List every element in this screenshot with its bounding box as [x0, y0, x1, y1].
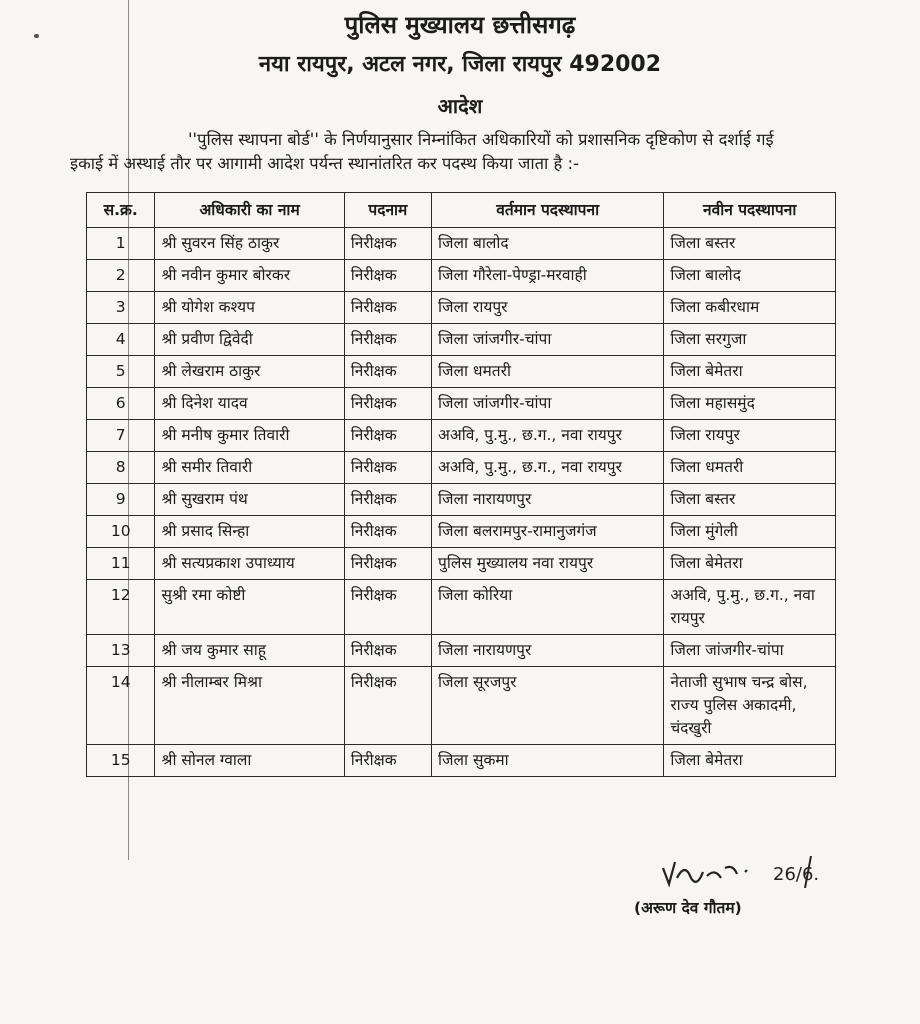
serial-cell: 9	[87, 484, 155, 516]
name-cell: श्री प्रसाद सिन्हा	[155, 516, 344, 548]
serial-cell: 1	[87, 228, 155, 260]
serial-cell: 13	[87, 635, 155, 667]
new-posting-cell: जिला जांजगीर-चांपा	[664, 635, 836, 667]
header-current-posting: वर्तमान पदस्थापना	[432, 193, 664, 228]
table-header-row	[87, 193, 836, 228]
name-cell: श्री नवीन कुमार बोरकर	[155, 260, 344, 292]
current-posting-cell: जिला नारायणपुर	[432, 484, 664, 516]
designation-cell: निरीक्षक	[344, 580, 431, 635]
serial-cell: 2	[87, 260, 155, 292]
designation-cell: निरीक्षक	[344, 292, 431, 324]
new-posting-cell: जिला धमतरी	[664, 452, 836, 484]
new-posting-cell: जिला बेमेतरा	[664, 745, 836, 777]
designation-cell: निरीक्षक	[344, 635, 431, 667]
name-cell: श्री सुवरन सिंह ठाकुर	[155, 228, 344, 260]
current-posting-cell: जिला रायपुर	[432, 292, 664, 324]
current-posting-cell: पुलिस मुख्यालय नवा रायपुर	[432, 548, 664, 580]
designation-cell: निरीक्षक	[344, 516, 431, 548]
designation-cell: निरीक्षक	[344, 388, 431, 420]
new-posting-cell: जिला बस्तर	[664, 228, 836, 260]
serial-cell: 4	[87, 324, 155, 356]
new-posting-cell: जिला कबीरधाम	[664, 292, 836, 324]
serial-cell: 6	[87, 388, 155, 420]
name-cell: श्री लेखराम ठाकुर	[155, 356, 344, 388]
current-posting-cell: जिला जांजगीर-चांपा	[432, 388, 664, 420]
designation-cell: निरीक्षक	[344, 420, 431, 452]
designation-cell: निरीक्षक	[344, 745, 431, 777]
serial-cell: 3	[87, 292, 155, 324]
name-cell: श्री मनीष कुमार तिवारी	[155, 420, 344, 452]
designation-cell: निरीक्षक	[344, 260, 431, 292]
table-row	[87, 356, 836, 388]
name-cell: श्री सुखराम पंथ	[155, 484, 344, 516]
new-posting-cell: जिला सरगुजा	[664, 324, 836, 356]
current-posting-cell: जिला नारायणपुर	[432, 635, 664, 667]
serial-cell: 12	[87, 580, 155, 635]
name-cell: श्री दिनेश यादव	[155, 388, 344, 420]
name-cell: श्री समीर तिवारी	[155, 452, 344, 484]
signature-date: 26/6.	[773, 864, 820, 885]
designation-cell: निरीक्षक	[344, 667, 431, 745]
new-posting-cell: जिला रायपुर	[664, 420, 836, 452]
name-cell: श्री सत्यप्रकाश उपाध्याय	[155, 548, 344, 580]
name-cell: श्री योगेश कश्यप	[155, 292, 344, 324]
current-posting-cell: जिला सूरजपुर	[432, 667, 664, 745]
table-row	[87, 388, 836, 420]
serial-cell: 8	[87, 452, 155, 484]
designation-cell: निरीक्षक	[344, 452, 431, 484]
current-posting-cell: जिला धमतरी	[432, 356, 664, 388]
table-row	[87, 292, 836, 324]
designation-cell: निरीक्षक	[344, 228, 431, 260]
new-posting-cell: जिला महासमुंद	[664, 388, 836, 420]
new-posting-cell: जिला मुंगेली	[664, 516, 836, 548]
table-row	[87, 635, 836, 667]
header-designation: पदनाम	[344, 193, 431, 228]
table-row	[87, 667, 836, 745]
table-row	[87, 745, 836, 777]
serial-cell: 14	[87, 667, 155, 745]
new-posting-cell: जिला बेमेतरा	[664, 356, 836, 388]
new-posting-cell: जिला बेमेतरा	[664, 548, 836, 580]
new-posting-cell: जिला बालोद	[664, 260, 836, 292]
name-cell: श्री सोनल ग्वाला	[155, 745, 344, 777]
current-posting-cell: जिला जांजगीर-चांपा	[432, 324, 664, 356]
serial-cell: 11	[87, 548, 155, 580]
serial-cell: 5	[87, 356, 155, 388]
designation-cell: निरीक्षक	[344, 484, 431, 516]
table-row	[87, 260, 836, 292]
office-title: पुलिस मुख्यालय छत्तीसगढ़	[344, 11, 576, 39]
signer-name: (अरूण देव गौतम)	[634, 899, 742, 917]
new-posting-cell: अअवि, पु.मु., छ.ग., नवा रायपुर	[664, 580, 836, 635]
table-row	[87, 516, 836, 548]
table-row	[87, 484, 836, 516]
name-cell: श्री जय कुमार साहू	[155, 635, 344, 667]
transfer-table	[86, 192, 836, 777]
serial-cell: 15	[87, 745, 155, 777]
current-posting-cell: जिला बालोद	[432, 228, 664, 260]
order-title: आदेश	[437, 94, 483, 118]
intro-line-1: ''पुलिस स्थापना बोर्ड'' के निर्णयानुसार निम्नांकित अधिकारियों को प्रशासनिक दृष्टिकोण से दर्शाई गई	[188, 130, 774, 149]
new-posting-cell: जिला बस्तर	[664, 484, 836, 516]
table-row	[87, 228, 836, 260]
current-posting-cell: अअवि, पु.मु., छ.ग., नवा रायपुर	[432, 420, 664, 452]
header-new-posting: नवीन पदस्थापना	[664, 193, 836, 228]
table-body	[87, 228, 836, 777]
name-cell: सुश्री रमा कोष्टी	[155, 580, 344, 635]
designation-cell: निरीक्षक	[344, 548, 431, 580]
current-posting-cell: जिला गौरेला-पेण्ड्रा-मरवाही	[432, 260, 664, 292]
table-row	[87, 580, 836, 635]
designation-cell: निरीक्षक	[344, 356, 431, 388]
header-name: अधिकारी का नाम	[155, 193, 344, 228]
intro-paragraph	[70, 128, 870, 176]
header-serial: स.क्र.	[87, 193, 155, 228]
table-row	[87, 420, 836, 452]
serial-cell: 7	[87, 420, 155, 452]
serial-cell: 10	[87, 516, 155, 548]
name-cell: श्री प्रवीण द्विवेदी	[155, 324, 344, 356]
name-cell: श्री नीलाम्बर मिश्रा	[155, 667, 344, 745]
table-row	[87, 548, 836, 580]
intro-line-2: इकाई में अस्थाई तौर पर आगामी आदेश पर्यन्त स्थानांतरित कर पदस्थ किया जाता है :-	[70, 154, 580, 173]
office-address: नया रायपुर, अटल नगर, जिला रायपुर 492002	[258, 52, 662, 77]
table-row	[87, 452, 836, 484]
new-posting-cell: नेताजी सुभाष चन्द्र बोस, राज्य पुलिस अकादमी, चंदखुरी	[664, 667, 836, 745]
current-posting-cell: अअवि, पु.मु., छ.ग., नवा रायपुर	[432, 452, 664, 484]
current-posting-cell: जिला सुकमा	[432, 745, 664, 777]
current-posting-cell: जिला बलरामपुर-रामानुजगंज	[432, 516, 664, 548]
table-row	[87, 324, 836, 356]
designation-cell: निरीक्षक	[344, 324, 431, 356]
current-posting-cell: जिला कोरिया	[432, 580, 664, 635]
